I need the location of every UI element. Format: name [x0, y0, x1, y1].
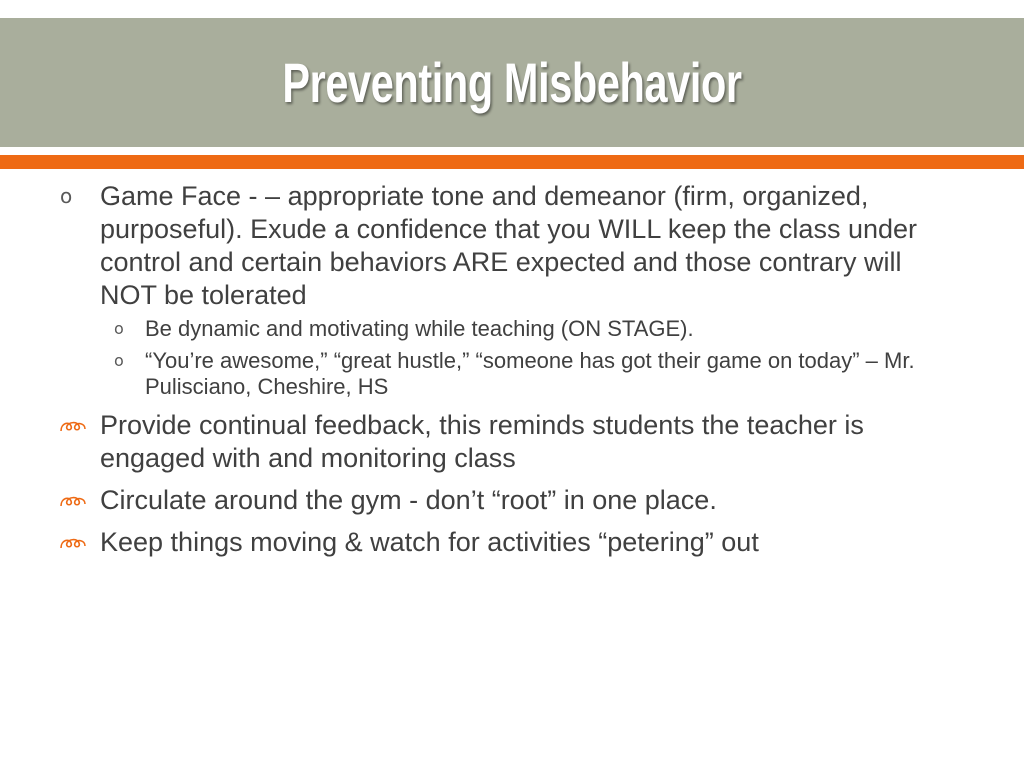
swirl-bullet-icon	[59, 419, 87, 433]
swirl-bullet-icon	[59, 494, 87, 508]
bullet-text: Game Face - – appropriate tone and demeanor (firm, organized, purposeful). Exude a confidence that you WILL keep the class under control and certain behaviors ARE expected and those contrary will NOT be tolerated	[100, 181, 918, 310]
bullet-circulate	[100, 484, 960, 517]
sub-bullet-dynamic	[114, 316, 965, 342]
swirl-bullet-icon	[59, 536, 87, 550]
sub-bullet-quote	[114, 348, 965, 400]
bullet-feedback	[100, 409, 960, 475]
sub-bullet-text: Be dynamic and motivating while teaching (ON STAGE).	[145, 316, 694, 341]
accent-rule	[0, 155, 1024, 169]
bullet-text: Keep things moving & watch for activities “petering” out	[100, 527, 759, 557]
sub-bullet-text: “You’re awesome,” “great hustle,” “someone has got their game on today” – Mr. Pulisciano, Cheshire, HS	[145, 348, 915, 399]
circle-bullet-icon: o	[60, 184, 73, 208]
circle-bullet-icon: o	[114, 351, 124, 370]
bullet-keep-moving	[100, 526, 960, 559]
slide-title: Preventing Misbehavior	[282, 51, 742, 114]
circle-bullet-icon: o	[114, 319, 124, 338]
slide-content	[0, 180, 1024, 559]
bullet-game-face	[60, 180, 960, 312]
bullet-text: Circulate around the gym - don’t “root” in one place.	[100, 485, 717, 515]
bullet-text: Provide continual feedback, this reminds students the teacher is engaged with and monitoring class	[100, 410, 864, 473]
